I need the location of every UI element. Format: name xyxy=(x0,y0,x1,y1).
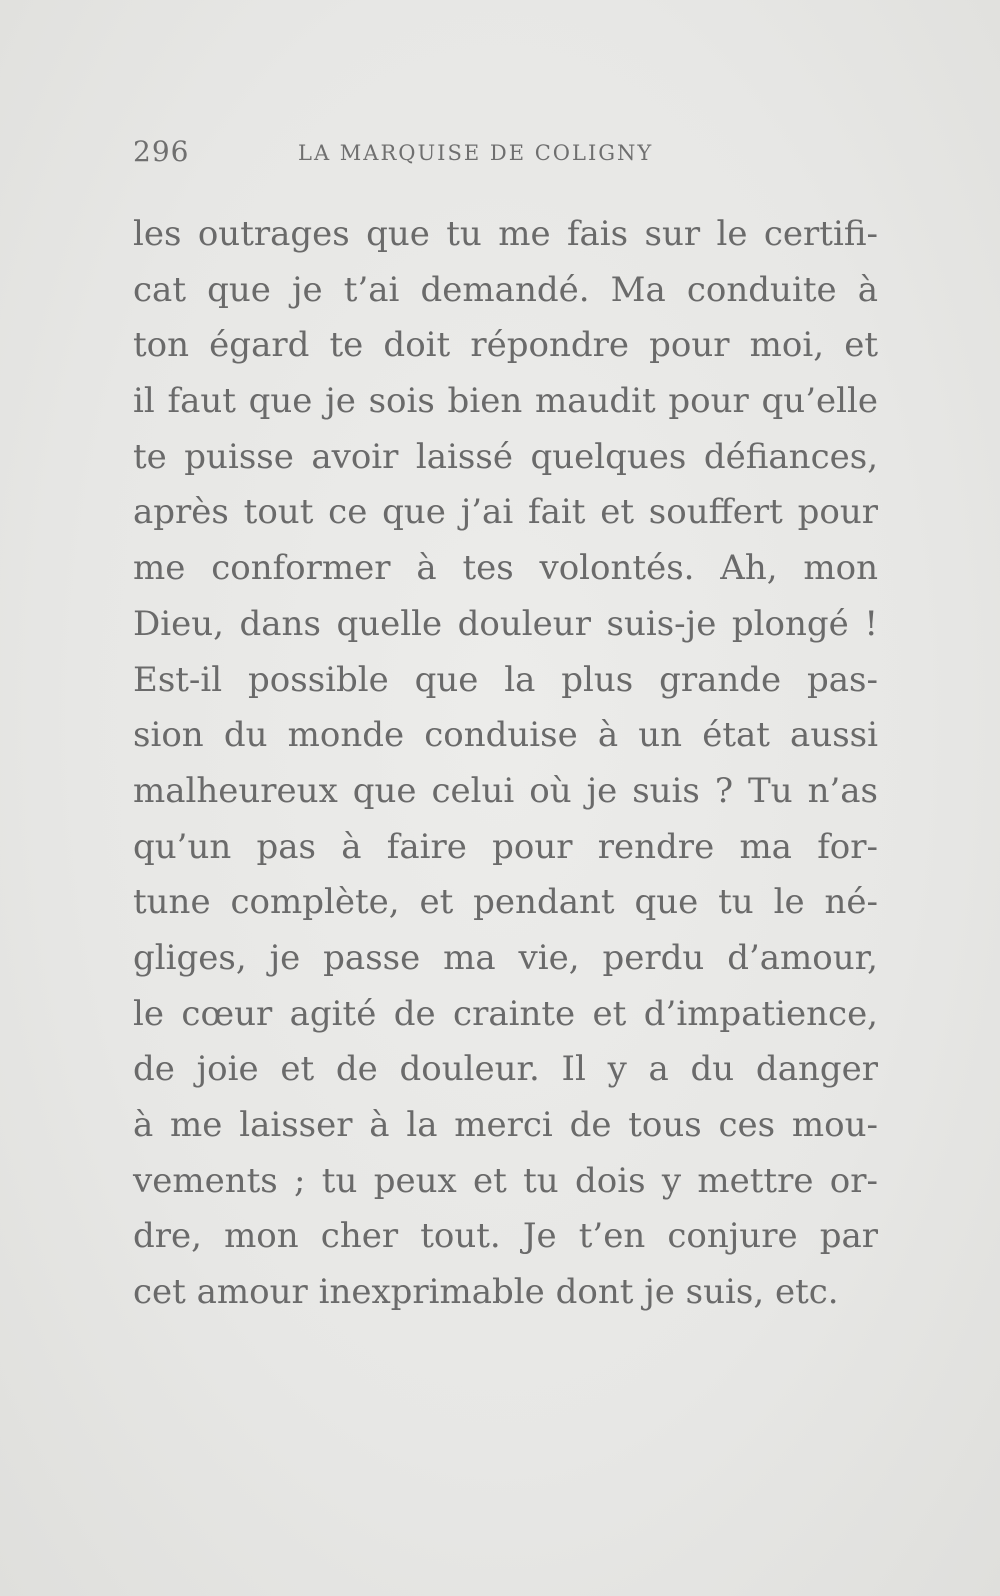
text-line: à me laisser à la merci de tous ces mou- xyxy=(133,1105,878,1145)
page-number: 296 xyxy=(133,135,190,168)
text-line: malheureux que celui où je suis ? Tu n’as xyxy=(133,770,878,811)
text-line: de joie et de douleur. Il y a du danger xyxy=(133,1049,878,1090)
text-line: vements ; tu peux et tu dois y mettre or- xyxy=(133,1160,878,1201)
text-line: dre, mon cher tout. Je t’en conjure par xyxy=(133,1216,878,1257)
page-header xyxy=(133,135,873,175)
text-line: après tout ce que j’ai fait et souffert pour xyxy=(133,492,878,533)
text-line: il faut que je sois bien maudit pour qu’elle xyxy=(133,381,878,422)
text-line: ton égard te doit répondre pour moi, et xyxy=(133,325,878,366)
text-line: les outrages que tu me fais sur le certifi- xyxy=(133,214,878,254)
text-line: gliges, je passe ma vie, perdu d’amour, xyxy=(133,937,878,978)
text-line: qu’un pas à faire pour rendre ma for- xyxy=(133,826,878,867)
body-text xyxy=(133,208,878,1322)
text-line: Dieu, dans quelle douleur suis-je plongé ! xyxy=(133,603,878,644)
text-line: tune complète, et pendant que tu le né- xyxy=(133,882,878,923)
text-line: cet amour inexprimable dont je suis, etc. xyxy=(133,1272,839,1313)
text-line: le cœur agité de crainte et d’impatience, xyxy=(133,993,878,1034)
text-line: me conformer à tes volontés. Ah, mon xyxy=(133,548,878,589)
text-line: cat que je t’ai demandé. Ma conduite à xyxy=(133,269,878,310)
text-line: Est-il possible que la plus grande pas- xyxy=(133,659,878,700)
text-line: te puisse avoir laissé quelques défiances, xyxy=(133,436,878,477)
text-line: sion du monde conduise à un état aussi xyxy=(133,715,878,756)
running-title: LA MARQUISE DE COLIGNY xyxy=(298,141,654,165)
